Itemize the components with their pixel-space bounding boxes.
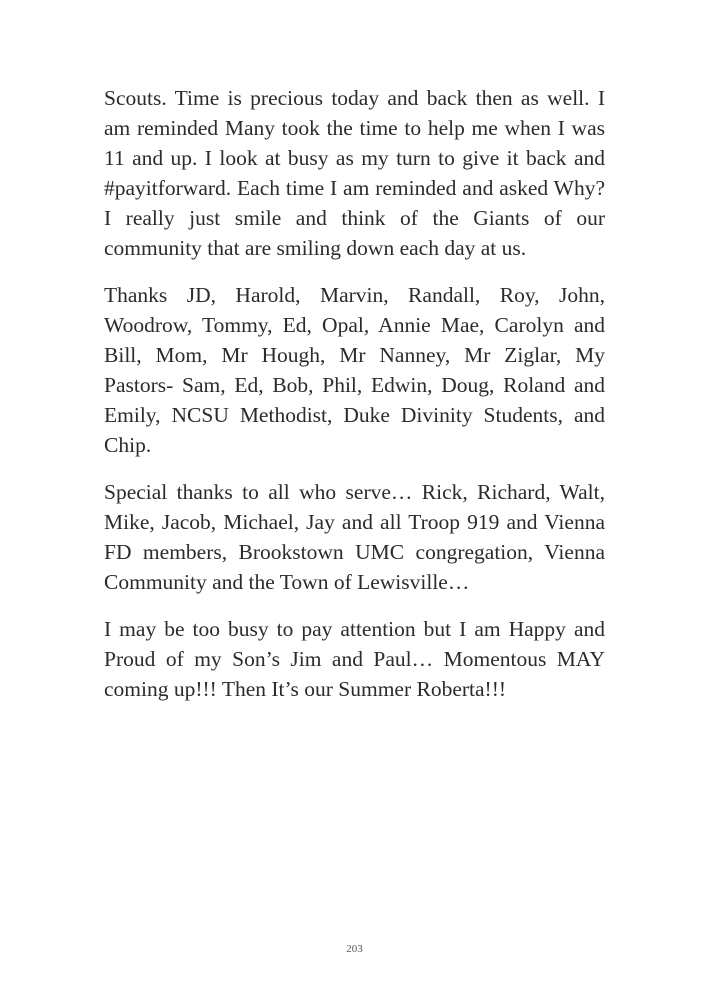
body-text (104, 83, 605, 721)
paragraph-closing: I may be too busy to pay attention but I am Happy and Proud of my Son’s Jim and Paul… Momentous MAY coming up!!! Then It’s our Summer Roberta!!! (104, 617, 605, 701)
paragraph-special-thanks: Special thanks to all who serve… Rick, Richard, Walt, Mike, Jacob, Michael, Jay and all Troop 919 and Vienna FD members, Brookstown UMC congregation, Vienna Community and the Town of Lewisville… (104, 480, 605, 594)
paragraph-thanks: Thanks JD, Harold, Marvin, Randall, Roy, John, Woodrow, Tommy, Ed, Opal, Annie Mae, Carolyn and Bill, Mom, Mr Hough, Mr Nanney, Mr Ziglar, My Pastors- Sam, Ed, Bob, Phil, Edwin, Doug, Roland and Emily, NCSU Methodist, Duke Divinity Students, and Chip. (104, 283, 605, 457)
page-number: 203 (346, 943, 363, 955)
paragraph-scouts: Scouts. Time is precious today and back then as well. I am reminded Many took the time to help me when I was 11 and up. I look at busy as my turn to give it back and #payitforward. Each time I am reminded and asked Why? I really just smile and think of the Giants of our community that are smiling down each day at us. (104, 86, 605, 260)
